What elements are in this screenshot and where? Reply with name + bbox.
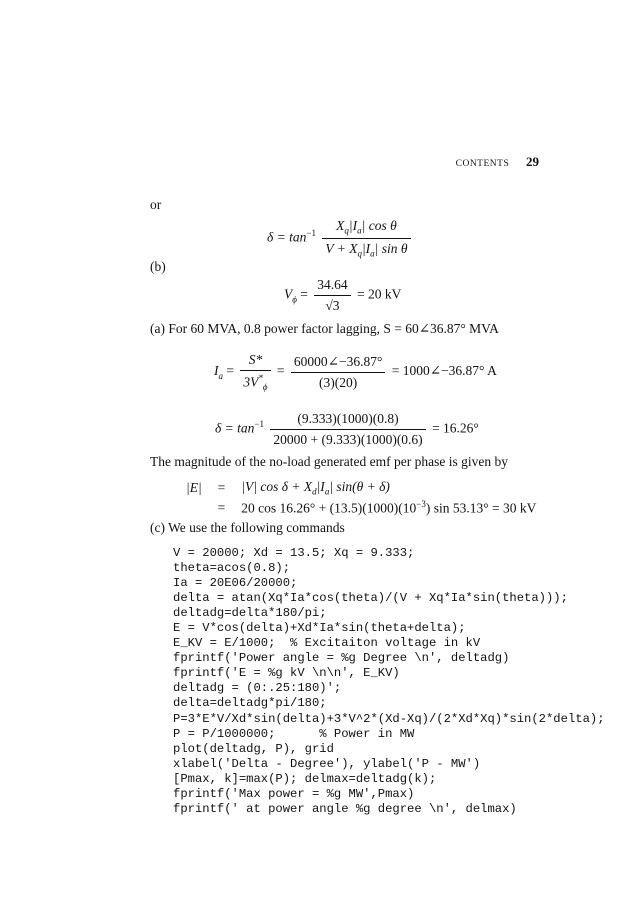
eq-text: ) sin 53.13° = 30 kV xyxy=(425,500,537,516)
eq-text: |V| cos δ + X xyxy=(241,479,313,495)
eq-text: = xyxy=(300,286,308,302)
eq-text: S* xyxy=(240,352,270,371)
eq-text: |E| xyxy=(186,480,202,495)
eq-text: = 16.26° xyxy=(432,420,479,436)
eq-text: = xyxy=(217,480,226,495)
eq-text: a xyxy=(357,225,362,236)
equation-vphi xyxy=(284,277,401,314)
equation-delta-1 xyxy=(267,218,414,258)
para-a: (a) For 60 MVA, 0.8 power factor lagging, S = 60∠36.87° MVA xyxy=(150,321,499,336)
eq-text: = 1000∠−36.87° A xyxy=(391,363,497,379)
eq-text: a xyxy=(370,248,375,259)
code-line: E_KV = E/1000; % Excitaiton voltage in kV xyxy=(173,636,481,651)
eq-text: (3)(20) xyxy=(319,374,358,390)
eq-text: I xyxy=(214,363,219,379)
page-number: 29 xyxy=(526,154,539,169)
eq-text: 3V xyxy=(243,374,259,390)
eq-text: δ = tan xyxy=(267,229,307,245)
para-or: or xyxy=(150,197,162,212)
eq-text: a xyxy=(324,486,330,497)
fraction xyxy=(314,277,350,314)
eq-text: X xyxy=(336,218,345,233)
eq-text: −1 xyxy=(254,419,264,430)
eq-text: ϕ xyxy=(262,382,268,393)
fraction xyxy=(291,354,385,391)
eq-text: * xyxy=(258,373,263,383)
equation-delta-2 xyxy=(215,411,479,448)
code-line: delta=deltadg*pi/180; xyxy=(173,696,327,711)
code-line: E = V*cos(delta)+Xd*Ia*sin(theta+delta); xyxy=(173,621,466,636)
eq-text: V xyxy=(284,286,293,302)
eq-text: 34.64 xyxy=(314,277,350,296)
para-c: (c) We use the following commands xyxy=(150,520,345,535)
eq-text: d xyxy=(312,486,317,497)
code-line: deltadg=delta*180/pi; xyxy=(173,606,327,621)
running-header xyxy=(0,154,539,170)
eq-text: 20 cos 16.26° + (13.5)(1000)(10 xyxy=(241,500,417,516)
fraction xyxy=(240,352,270,392)
code-line: delta = atan(Xq*Ia*cos(theta)/(V + Xq*Ia*sin(theta))); xyxy=(173,591,568,606)
code-line: theta=acos(0.8); xyxy=(173,561,291,576)
equation-e xyxy=(182,478,540,518)
code-line: xlabel('Delta - Degree'), ylabel('P - MW') xyxy=(173,756,481,771)
para-magnitude: The magnitude of the no-load generated emf per phase is given by xyxy=(150,454,509,469)
header-section: CONTENTS xyxy=(455,159,510,169)
eq-text: | cos θ xyxy=(361,218,397,233)
eq-text: −1 xyxy=(306,227,316,238)
eq-text: |I xyxy=(316,479,325,495)
eq-text: = 20 kV xyxy=(357,286,402,302)
eq-text: δ = tan xyxy=(215,420,255,436)
code-line: [Pmax, k]=max(P); delmax=deltadg(k); xyxy=(173,771,437,786)
code-line: deltadg = (0:.25:180)'; xyxy=(173,681,342,696)
label-b: (b) xyxy=(150,259,166,274)
eq-text: 60000∠−36.87° xyxy=(291,354,385,373)
fraction xyxy=(270,411,425,448)
eq-text: √3 xyxy=(325,298,340,313)
eq-text: = xyxy=(217,500,226,515)
equation-ia: $I_a$ = $\frac{S*}{3V^*_\phi}$ = $\frac{60000\angle-36.87^\circ}{(3)(20)}$ = 1000∠−36.87° A xyxy=(214,352,497,393)
code-line: fprintf('E = %g kV \n\n', E_KV) xyxy=(173,666,400,681)
code-line: V = 20000; Xd = 13.5; Xq = 9.333; xyxy=(173,546,415,560)
code-line: plot(deltadg, P), grid xyxy=(173,741,334,756)
fraction xyxy=(322,218,410,258)
eq-text: a xyxy=(218,370,223,381)
eq-text: | sin(θ + δ) xyxy=(329,479,390,495)
eq-text: q xyxy=(344,225,349,236)
eq-text: V + X xyxy=(325,240,358,256)
eq-text: |I xyxy=(361,240,371,256)
code-line: P=3*E*V/Xd*sin(delta)+3*V^2*(Xd-Xq)/(2*Xd*Xq)*sin(2*delta); xyxy=(173,711,605,726)
eq-text: −3 xyxy=(416,499,426,510)
code-line: P = P/1000000; % Power in MW xyxy=(173,726,415,741)
eq-text: |I xyxy=(348,218,358,233)
eq-text: q xyxy=(357,248,362,259)
eq-text: 20000 + (9.333)(1000)(0.6) xyxy=(273,432,423,447)
code-line: Ia = 20E06/20000; xyxy=(173,576,298,591)
eq-text: (9.333)(1000)(0.8) xyxy=(270,411,425,430)
code-line: fprintf('Max power = %g MW',Pmax) xyxy=(173,786,415,801)
code-line: fprintf('Power angle = %g Degree \n', deltadg) xyxy=(173,651,510,666)
code-block xyxy=(173,546,605,817)
eq-text: | sin θ xyxy=(374,240,408,256)
eq-text: ϕ xyxy=(292,294,297,305)
code-line: fprintf(' at power angle %g degree \n', delmax) xyxy=(173,801,517,816)
